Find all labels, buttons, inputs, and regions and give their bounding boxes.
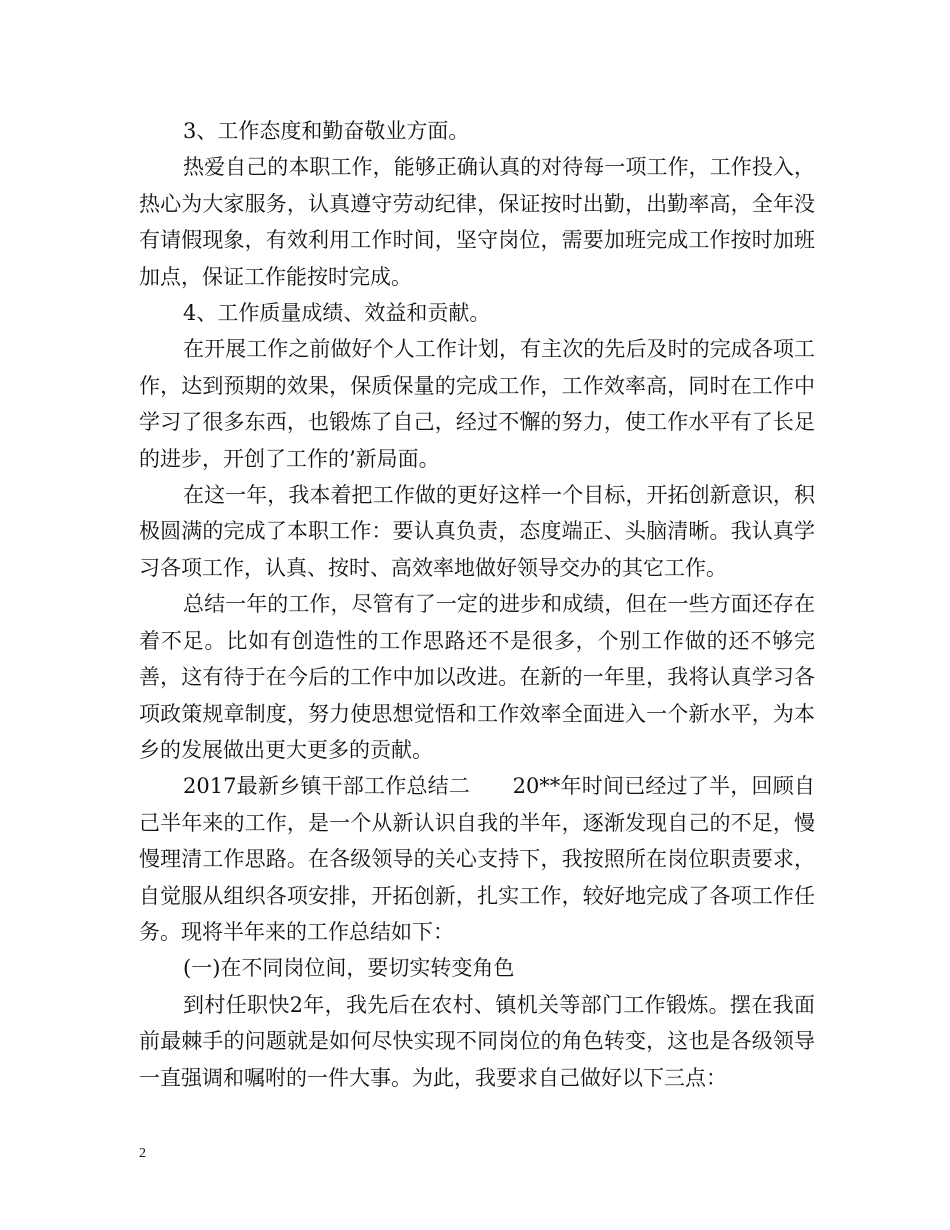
heading-work-quality: 4、工作质量成绩、效益和贡献。: [183, 301, 491, 326]
paragraph-summary-shortcomings: 总结一年的工作，尽管有了一定的进步和成绩，但在一些方面还存在着不足。比如有创造性的工作思路还不是很多，个别工作做的还不够完善，这有待于在今后的工作中加以改进。在新的一年里，我将认真学习各项政策规章制度，努力使思想觉悟和工作效率全面进入一个新水平，为本乡的发展做出更大更多的贡献。: [139, 592, 815, 762]
paragraph-summary-two-intro: 2017最新乡镇干部工作总结二 20**年时间已经过了半，回顾自己半年来的工作，是一个从新认识自我的半年，逐渐发现自己的不足，慢慢理清工作思路。在各级领导的关心支持下，我按照所在岗位职责要求，自觉服从组织各项安排，开拓创新，扎实工作，较好地完成了各项工作任务。现将半年来的工作总结如下：: [139, 774, 815, 944]
heading-role-change: (一)在不同岗位间，要切实转变角色: [183, 956, 515, 981]
page-number: 2: [139, 1146, 146, 1161]
paragraph-year-goal: 在这一年，我本着把工作做的更好这样一个目标，开拓创新意识，积极圆满的完成了本职工作：要认真负责，态度端正、头脑清晰。我认真学习各项工作，认真、按时、高效率地做好领导交办的其它工作。: [139, 483, 815, 580]
paragraph-role-change: 到村任职快2年，我先后在农村、镇机关等部门工作锻炼。摆在我面前最棘手的问题就是如何尽快实现不同岗位的角色转变，这也是各级领导一直强调和嘱咐的一件大事。为此，我要求自己做好以下三点：: [139, 992, 815, 1090]
document-body: [139, 113, 815, 1096]
heading-work-attitude: 3、工作态度和勤奋敬业方面。: [183, 119, 470, 143]
paragraph-work-attitude: 热爱自己的本职工作，能够正确认真的对待每一项工作，工作投入，热心为大家服务，认真遵守劳动纪律，保证按时出勤，出勤率高，全年没有请假现象，有效利用工作时间，坚守岗位，需要加班完成工作按时加班加点，保证工作能按时完成。: [139, 155, 815, 289]
paragraph-work-quality: 在开展工作之前做好个人工作计划，有主次的先后及时的完成各项工作，达到预期的效果，保质保量的完成工作，工作效率高，同时在工作中学习了很多东西，也锻炼了自己，经过不懈的努力，使工作水平有了长足的进步，开创了工作的’新局面。: [139, 337, 815, 471]
